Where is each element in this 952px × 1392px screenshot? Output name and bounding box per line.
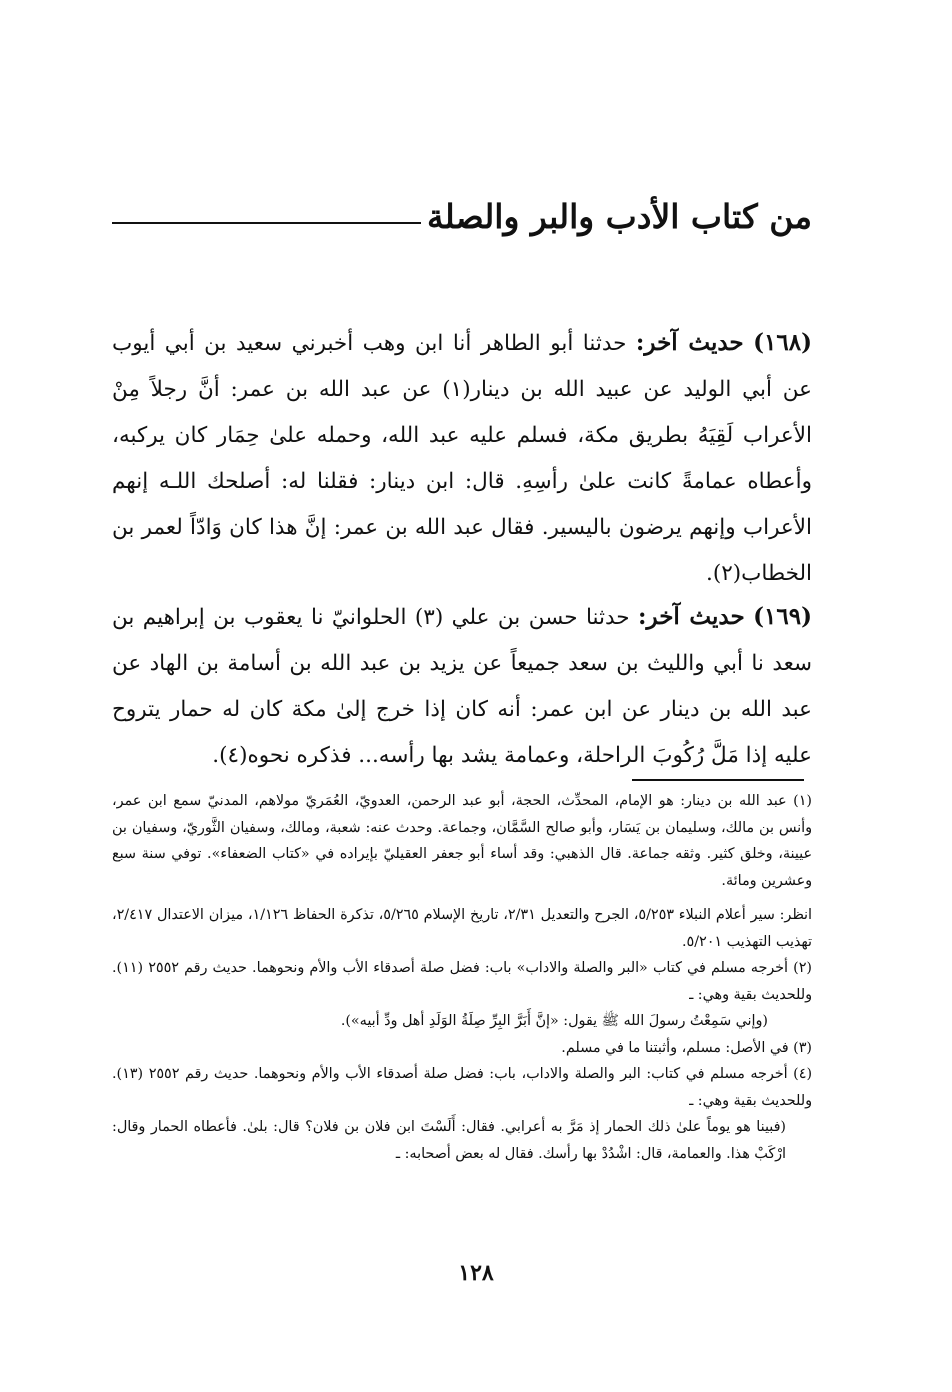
header-rule [112,222,421,224]
footnote-4-quote: (فبينا هو يوماً علىٰ ذلك الحمار إذ مَرَّ به أعرابي. فقال: أَلَسْتَ ابن فلان بن فلان؟ قال: بلىٰ. فأعطاه الحمار وقال: ارْكَبْ هذا. والعمامة، قال: اشْدُدْ بها رأسك. فقال له بعض أصحابه: ـ [112,1119,786,1162]
hadith-169-label: حديث آخر: [638,603,745,630]
hadith-168-number: (١٦٨) [753,329,812,356]
hadith-169-text: حدثنا حسن بن علي (٣) الحلوانيّ نا يعقوب بن إبراهيم بن سعد نا أبي والليث بن سعد جميعاً عن يزيد بن عبد الله بن أسامة بن الهاد عن عبد الله بن دينار عن ابن عمر: أنه كان إذا خرج إلىٰ مكة كان له حمار يتروح عليه إذا مَلَّ رُكُوبَ الراحلة، وعمامة يشد بها رأسه... فذكره نحوه(٤). [112,605,812,768]
footnote-4: (٤) أخرجه مسلم في كتاب: البر والصلة والاداب، باب: فضل صلة أصدقاء الأب والأم ونحوهما. حديث رقم ٢٥٥٢ (١٣). وللحديث بقية وهي: ـ [112,1066,813,1109]
hadith-168 [112,320,812,597]
hadith-169 [112,594,812,779]
chapter-title: من كتاب الأدب والبر والصلة [426,196,812,236]
hadith-168-label: حديث آخر: [635,329,744,356]
hadith-168-text: حدثنا أبو الطاهر أنا ابن وهب أخبرني سعيد بن أبي أيوب عن أبي الوليد عن عبيد الله بن دينار(١) عن عبد الله بن عمر: أنَّ رجلاً مِنْ الأعراب لَقِيَهُ بطريق مكة، فسلم عليه عبد الله، وحمله علىٰ حِمَار كان يركبه، وأعطاه عمامةً كانت علىٰ رأسِهِ. قال: ابن دينار: فقلنا له: أصلحك اللـه إنهم الأعراب وإنهم يرضون باليسير. فقال عبد الله بن عمر: إنَّ هذا كان وَادّاً لعمر بن الخطاب(٢). [112,331,812,586]
footnote-2-quote: (وإني سَمِعْتُ رسولَ الله ﷺ يقول: «إنَّ أَبَرَّ البِرِّ صِلَةُ الوَلَدِ أهل ودِّ أبيه»). [340,1013,768,1029]
hadith-169-number: (١٦٩) [753,603,812,630]
footnote-separator [632,779,804,781]
footnotes [112,788,812,1167]
footnote-3: (٣) في الأصل: مسلم، وأثبتنا ما في مسلم. [561,1039,812,1056]
footnote-gap [112,894,812,902]
chapter-header [112,188,812,244]
page-number: ١٢٨ [458,1260,494,1286]
footnote-1: (١) عبد الله بن دينار: هو الإمام، المحدِّث، الحجة، أبو عبد الرحمن، العدويّ، العُمَريّ مولاهم، المدنيّ سمع ابن عمر، وأنس بن مالك، وسليمان بن يَسَار، وأبو صالح السَّمَّان، وجماعة. وحدث عنه: شعبة، ومالك، وسفيان الثَّوريّ، وسفيان بن عيينة، وخلق كثير. وثقه جماعة. قال الذهبي: وقد أساء أبو جعفر العقيليّ بإيراده في «كتاب الضعفاء». توفي سنة سبع وعشرين ومائة. [112,793,812,889]
footnote-2: (٢) أخرجه مسلم في كتاب «البر والصلة والاداب» باب: فضل صلة أصدقاء الأب والأم ونحوهما. حديث رقم ٢٥٥٢ (١١). وللحديث بقية وهي: ـ [112,960,812,1003]
footnote-1-references: انظر: سير أعلام النبلاء ٥/٢٥٣، الجرح والتعديل ٢/٣١، تاريخ الإسلام ٥/٢٦٥، تذكرة الحفاظ ١/١٢٦، ميزان الاعتدال ٢/٤١٧، تهذيب التهذيب ٥/٢٠١. [112,907,812,950]
